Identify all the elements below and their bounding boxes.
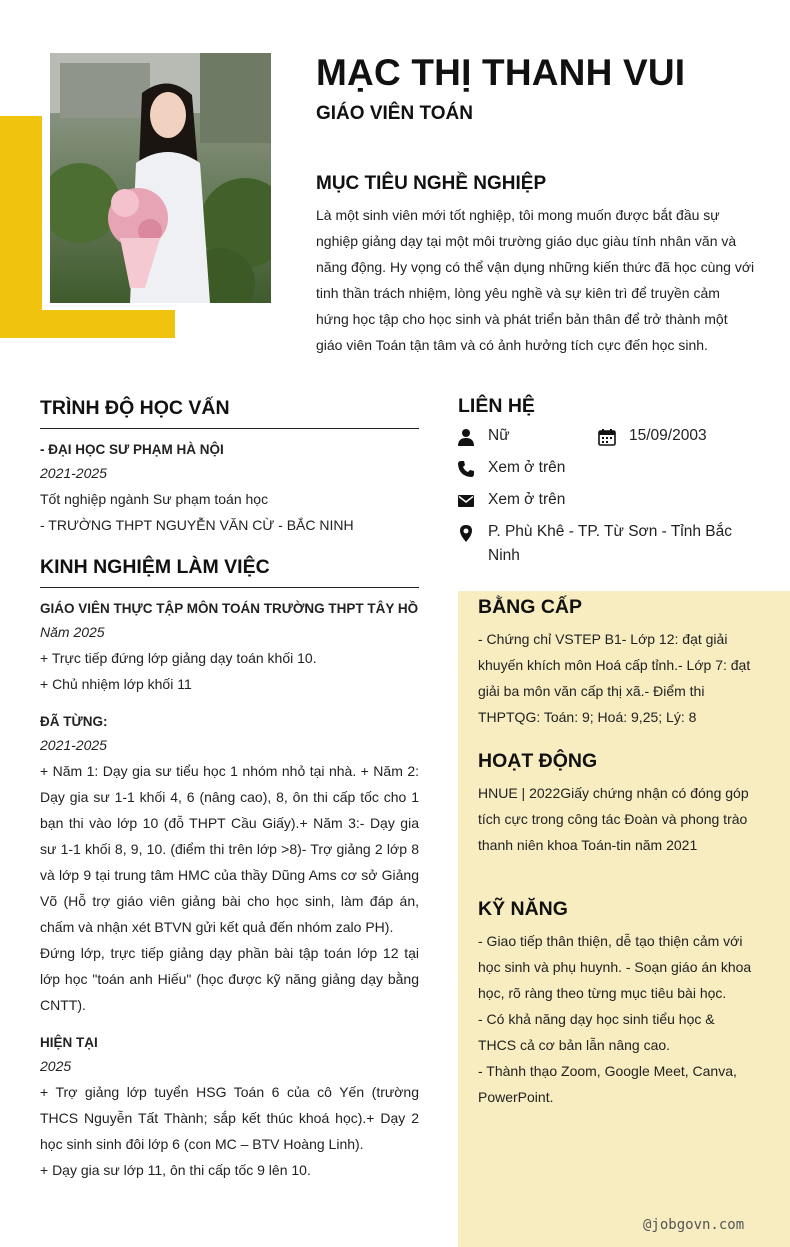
activities-title: HOẠT ĐỘNG <box>478 750 598 772</box>
experience-role: GIÁO VIÊN THỰC TẬP MÔN TOÁN TRƯỜNG THPT TÂY HỒ <box>40 601 419 616</box>
experience-line: + Dạy gia sư lớp 11, ôn thi cấp tốc 9 lên 10. <box>40 1162 311 1178</box>
skills-list <box>478 928 754 1110</box>
objective-text: Là một sinh viên mới tốt nghiệp, tôi mong muốn được bắt đầu sự nghiệp giảng dạy tại một môi trường giáo dục giàu tính nhân văn và năng động. Hy vọng có thể vận dụng những kiến thức đã học cùng với tinh thần trách nhiệm, lòng yêu nghề và sự kiên trì để truyền cảm hứng học tập cho học sinh và phát triển bản thân để trở thành một giáo viên Toán tận tâm và có ảnh hưởng tích cực đến học sinh. <box>316 207 755 353</box>
candidate-name: MẠC THỊ THANH VUI <box>316 52 686 93</box>
skills-title: KỸ NĂNG <box>478 898 568 920</box>
experience-line: Đứng lớp, trực tiếp giảng dạy phần bài tập toán lớp 12 tại lớp học "toán anh Hiếu" (học được kỹ năng giảng dạy bằng CNTT). <box>40 945 419 1013</box>
certificates-text: - Chứng chỉ VSTEP B1- Lớp 12: đạt giải khuyến khích môn Hoá cấp tỉnh.- Lớp 7: đạt giải ba môn văn cấp thị xã.- Điểm thi THPTQG: Toán: 9; Hoá: 9,25; Lý: 8 <box>478 631 751 725</box>
contact-gender: Nữ <box>488 427 510 444</box>
experience-item <box>40 1030 419 1183</box>
certificates-title: BẰNG CẤP <box>478 596 583 618</box>
watermark: @jobgovn.com <box>643 1217 745 1233</box>
experience-item <box>40 709 419 1018</box>
experience-title: KINH NGHIỆM LÀM VIỆC <box>40 556 270 578</box>
experience-period: 2021-2025 <box>40 737 107 753</box>
skill-item: - Có khả năng dạy học sinh tiểu học & THCS cả cơ bản lẫn nâng cao. <box>478 1011 715 1053</box>
phone-icon <box>457 460 475 478</box>
education-school: - ĐẠI HỌC SƯ PHẠM HÀ NỘI <box>40 442 224 457</box>
experience-line: + Trực tiếp đứng lớp giảng dạy toán khối 10. <box>40 650 317 666</box>
location-icon <box>457 524 475 542</box>
person-icon <box>457 428 475 446</box>
experience-role: HIỆN TẠI <box>40 1035 98 1050</box>
contact-phone: Xem ở trên <box>488 459 566 476</box>
contact-birthday: 15/09/2003 <box>629 427 707 444</box>
job-title: GIÁO VIÊN TOÁN <box>316 103 473 124</box>
education-divider <box>40 428 419 429</box>
education-high-school: - TRƯỜNG THPT NGUYỄN VĂN CỪ - BẮC NINH <box>40 517 354 533</box>
education-period: 2021-2025 <box>40 465 107 481</box>
experience-period: Năm 2025 <box>40 624 105 640</box>
experience-item <box>40 596 419 697</box>
mail-icon <box>457 492 475 510</box>
experience-divider <box>40 587 419 588</box>
experience-line: + Năm 1: Dạy gia sư tiểu học 1 nhóm nhỏ tại nhà. + Năm 2: Dạy gia sư 1-1 khối 4, 6 (nâng cao), 8, ôn thi cấp tốc cho 1 bạn thi vào lớp 10 (đỗ THPT Cầu Giấy).+ Năm 3:- Dạy gia sư 1-1 khối 8, 9, 10. (điểm thi trên lớp >8)- Trợ giảng 2 lớp 8 và lớp 9 tại trung tâm HMC của thầy Dũng Ams cơ sở Giảng Võ (Hỗ trợ giáo viên giảng bài cho học sinh, làm đáp án, chấm và nhận xét BTVN gửi kết quả đến nhóm zalo PH). <box>40 763 419 935</box>
skill-item: - Giao tiếp thân thiện, dễ tạo thiện cảm với học sinh và phụ huynh. - Soạn giáo án khoa học, rõ ràng theo từng mục tiêu bài học. <box>478 933 752 1001</box>
education-section <box>40 437 420 538</box>
experience-period: 2025 <box>40 1058 72 1074</box>
education-title: TRÌNH ĐỘ HỌC VẤN <box>40 397 230 419</box>
experience-line: + Trợ giảng lớp tuyển HSG Toán 6 của cô Yến (trường THCS Nguyễn Tất Thành; sắp kết thúc khoá học).+ Dạy 2 học sinh sinh đôi lớp 6 (con MC – BTV Hoàng Linh). <box>40 1084 419 1152</box>
education-degree: Tốt nghiệp ngành Sư phạm toán học <box>40 491 269 507</box>
contact-email: Xem ở trên <box>488 491 566 508</box>
portrait-photo-icon <box>50 53 271 303</box>
experience-role: ĐÃ TỪNG: <box>40 714 108 729</box>
calendar-icon <box>598 428 616 446</box>
contact-title: LIÊN HỆ <box>458 395 535 417</box>
contact-address: P. Phù Khê - TP. Từ Sơn - Tỉnh Bắc Ninh <box>488 523 732 564</box>
activities-text: HNUE | 2022Giấy chứng nhận có đóng góp tích cực trong công tác Đoàn và phong trào thanh niên khoa Toán-tin năm 2021 <box>478 785 749 853</box>
experience-line: + Chủ nhiệm lớp khối 11 <box>40 676 192 692</box>
objective-title: MỤC TIÊU NGHỀ NGHIỆP <box>316 173 547 194</box>
skill-item: - Thành thạo Zoom, Google Meet, Canva, PowerPoint. <box>478 1063 737 1105</box>
profile-photo <box>50 53 271 303</box>
